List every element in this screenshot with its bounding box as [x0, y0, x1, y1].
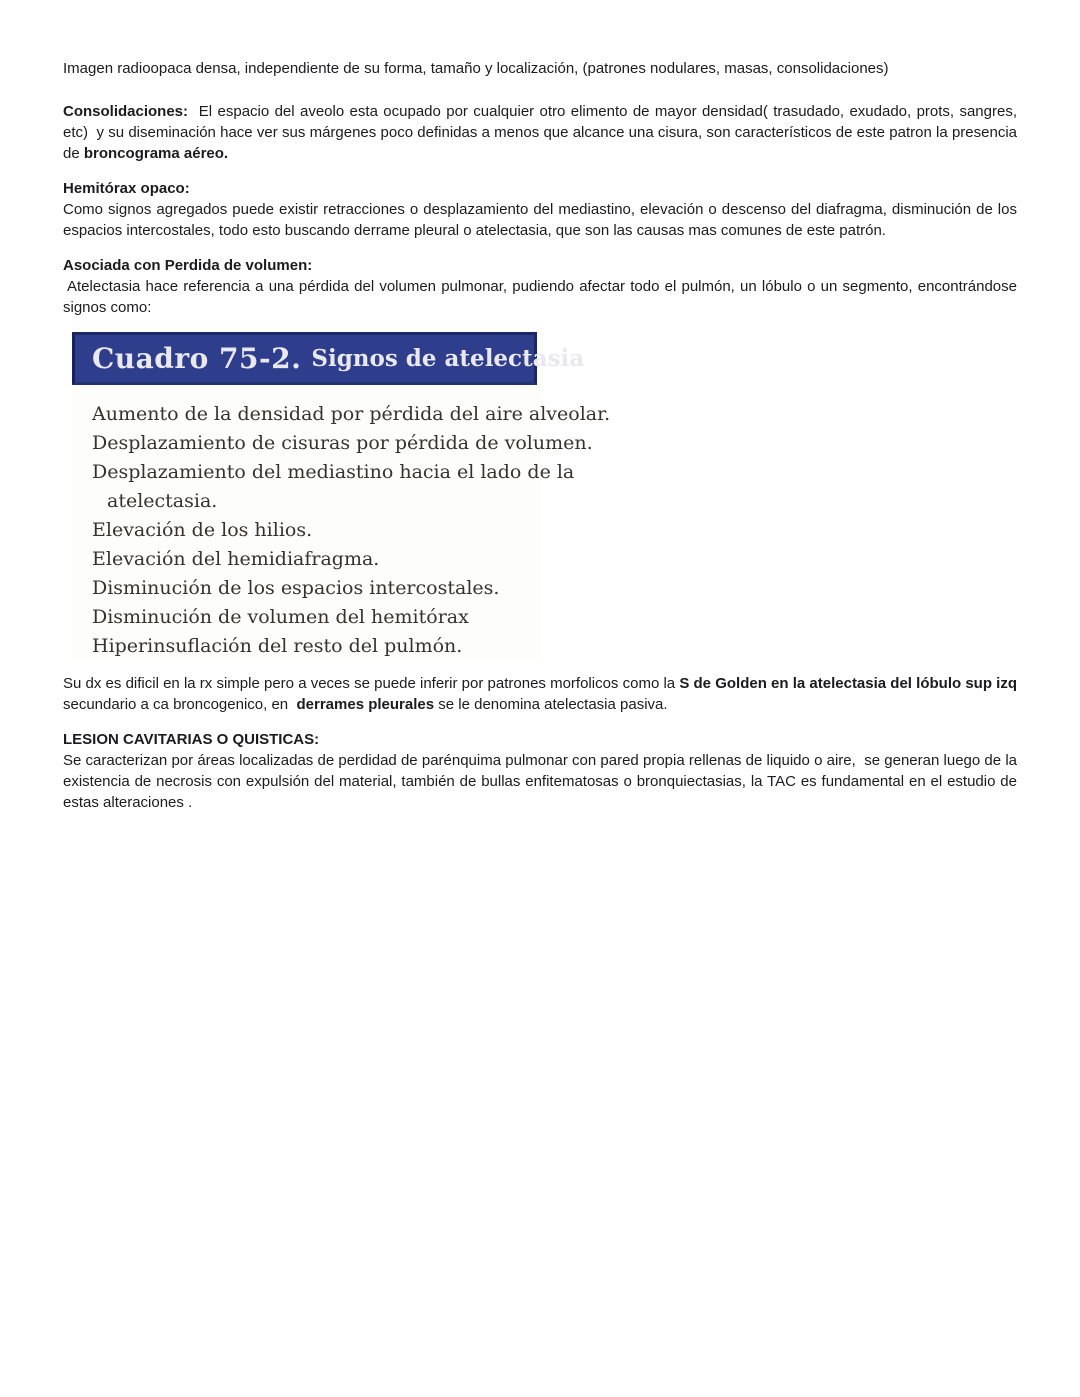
section-lesion-cavitarias: [63, 729, 1017, 813]
derrames-pleurales-bold: derrames pleurales: [296, 696, 435, 713]
cuadro-title-number: Cuadro 75-2.: [92, 342, 302, 375]
cuadro-title-text: Signos de atelectasia: [311, 345, 585, 372]
heading-asociada-perdida-volumen: Asociada con Perdida de volumen:: [63, 257, 313, 274]
paragraph-lesion-cavitarias: Se caracterizan por áreas localizadas de perdidad de parénquima pulmonar con pared propia rellenas de liquido o aire, se generan luego de la existencia de necrosis con expulsión del material, también de bullas enfitematosas o bronquiectasias, la TAC es fundamental en el estudio de estas alteraciones .: [63, 752, 1017, 811]
cuadro-list-item: Desplazamiento de cisuras por pérdida de volumen.: [92, 432, 593, 454]
paragraph-atelectasia: Atelectasia hace referencia a una pérdida del volumen pulmonar, pudiendo afectar todo el pulmón, un lóbulo o un segmento, encontrándose signos como:: [63, 278, 1017, 316]
paragraph-hemitorax: Como signos agregados puede existir retracciones o desplazamiento del mediastino, elevación o descenso del diafragma, disminución de los espacios intercostales, todo esto buscando derrame pleural o atelectasia, que son las causas mas comunes de este patrón.: [63, 201, 1017, 239]
heading-lesion-cavitarias: LESION CAVITARIAS O QUISTICAS:: [63, 731, 320, 748]
cuadro-header-bar: [72, 332, 585, 385]
paragraph-su-dx: [63, 673, 1017, 715]
cuadro-list-item: Elevación del hemidiafragma.: [92, 548, 380, 570]
cuadro-list-item: Hiperinsuflación del resto del pulmón.: [92, 635, 463, 657]
sudx-text-3: se le denomina atelectasia pasiva.: [434, 696, 668, 713]
paragraph-intro: Imagen radioopaca densa, independiente de su forma, tamaño y localización, (patrones nodulares, masas, consolidaciones): [63, 60, 889, 77]
cuadro-list-item-continuation: atelectasia.: [107, 490, 218, 512]
cuadro-75-2-figure: [72, 332, 611, 661]
cuadro-list-item: Disminución de volumen del hemitórax: [92, 606, 469, 628]
cuadro-list-item: Aumento de la densidad por pérdida del aire alveolar.: [92, 403, 611, 425]
paragraph-consolidaciones: [63, 101, 1017, 164]
cuadro-list-item: Desplazamiento del mediastino hacia el lado de la: [92, 461, 575, 483]
sudx-text-1: Su dx es dificil en la rx simple pero a veces se puede inferir por patrones morfolicos como la: [63, 675, 680, 692]
heading-hemitorax-opaco: Hemitórax opaco:: [63, 180, 190, 197]
cuadro-list-item: Elevación de los hilios.: [92, 519, 313, 541]
consolidaciones-label: Consolidaciones:: [63, 103, 189, 120]
broncograma-aereo-bold: broncograma aéreo.: [83, 145, 229, 162]
consolidaciones-text: El espacio del aveolo esta ocupado por cualquier otro elimento de mayor densidad( trasudado, exudado, prots, sangres, etc) y su diseminación hace ver sus márgenes poco definidas a menos que alcance una cisura, son característicos de este patron la presencia de: [63, 103, 1017, 162]
sudx-text-2: secundario a ca broncogenico, en: [63, 696, 297, 713]
cuadro-list-item: Disminución de los espacios intercostales.: [92, 577, 500, 599]
s-de-golden-bold: S de Golden en la atelectasia del lóbulo sup izq: [679, 675, 1017, 692]
section-hemitorax: [63, 178, 1017, 241]
cuadro-signos-list: [92, 400, 611, 661]
section-perdida-volumen: [63, 255, 1017, 318]
